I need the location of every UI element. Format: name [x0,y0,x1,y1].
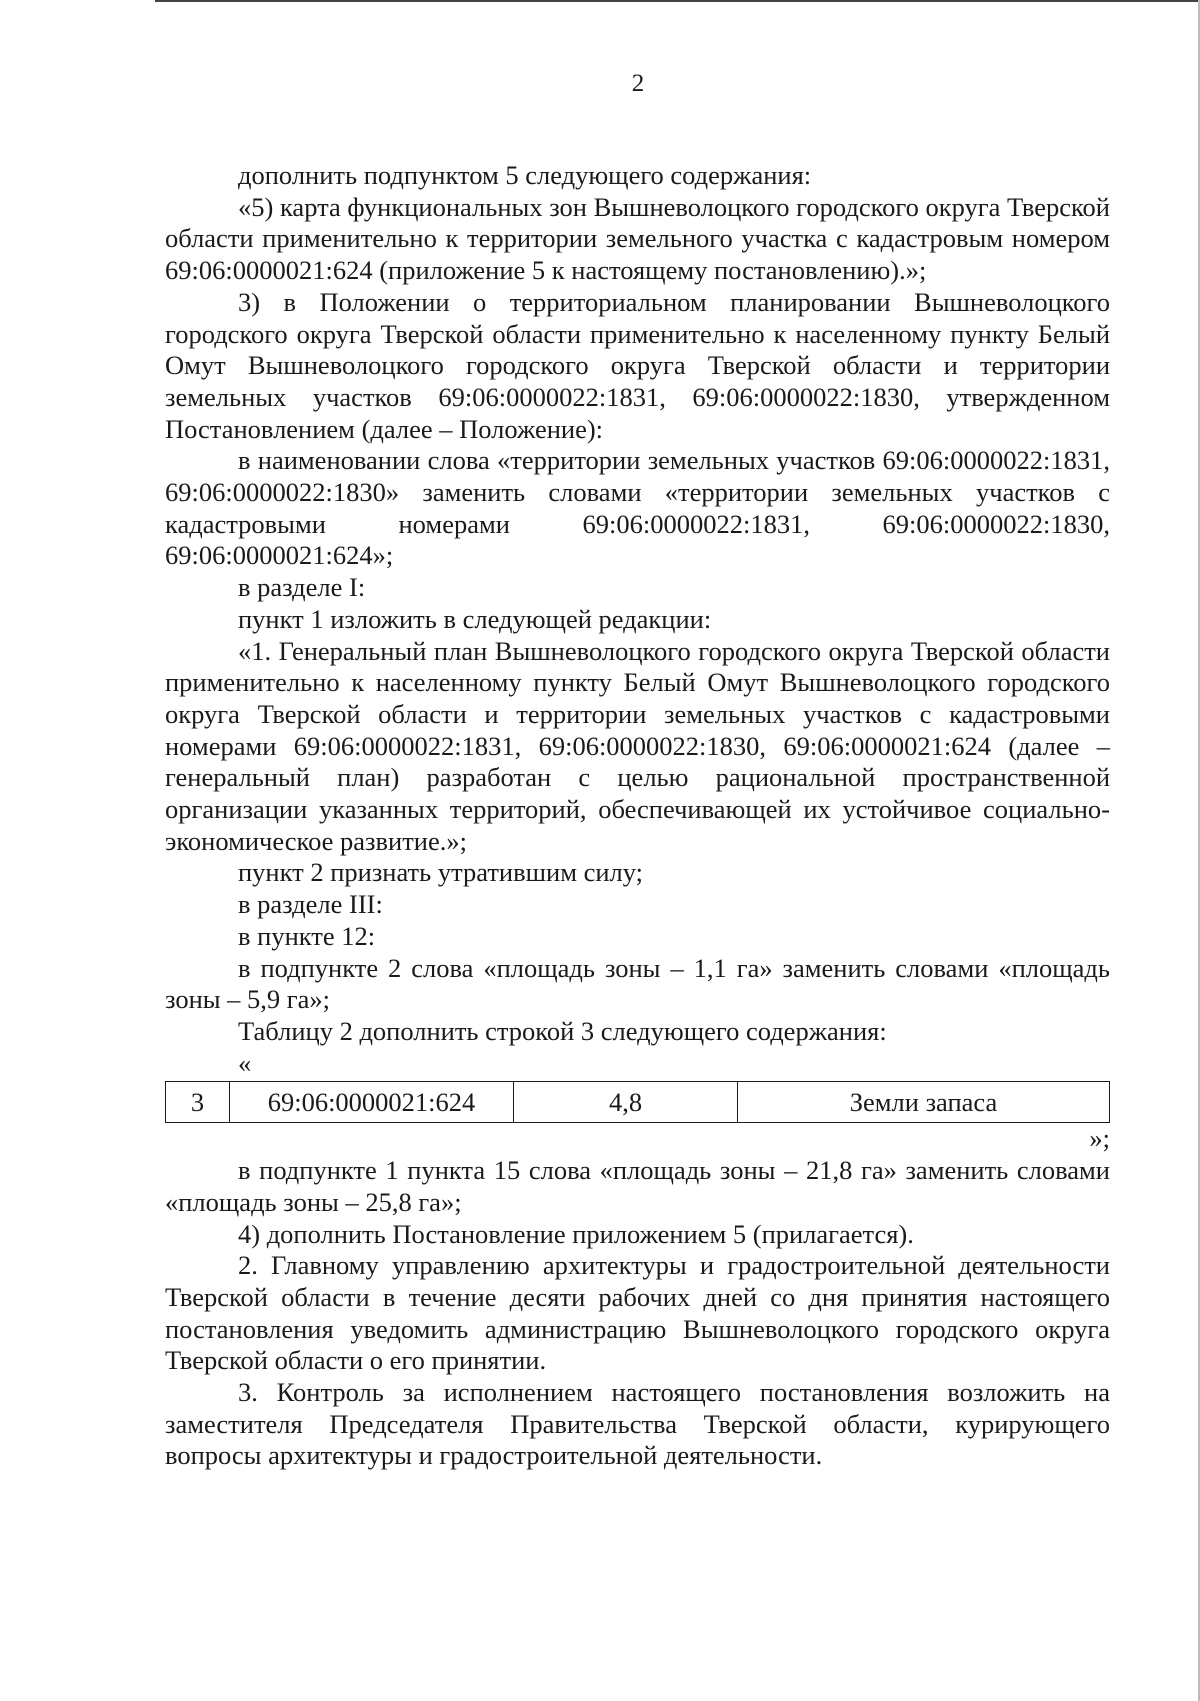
paragraphs-bottom [165,1155,1110,1472]
inserted-table-row [165,1081,1110,1123]
table-row [166,1082,1110,1123]
paragraph: в разделе I: [238,572,366,603]
paragraph: в подпункте 1 пункта 15 слова «площадь зоны – 21,8 га» заменить словами «площадь зоны – 25,8 га»; [165,1155,1110,1217]
paragraph: «5) карта функциональных зон Вышневолоцкого городского округа Тверской области применительно к территории земельного участка с кадастровым номером 69:06:0000021:624 (приложение 5 к настоящему постановлению).»; [165,191,1110,286]
page-number: 2 [631,70,645,97]
paragraph: 3) в Положении о территориальном планировании Вышневолоцкого городского округа Тверской области применительно к населенному пункту Белый Омут Вышневолоцкого городского округа Тверской области и территории земельных участков 69:06:0000022:1831, 69:06:0000022:1830, утвержденном Постановлением (далее – Положение): [165,286,1110,444]
paragraph: 4) дополнить Постановление приложением 5 (прилагается). [238,1218,914,1249]
paragraph: 3. Контроль за исполнением настоящего постановления возложить на заместителя Председателя Правительства Тверской области, курирующего вопросы архитектуры и градостроительной деятельности. [165,1377,1110,1471]
paragraph: Таблицу 2 дополнить строкой 3 следующего содержания: [238,1015,887,1046]
paragraph: пункт 1 изложить в следующей редакции: [238,603,712,634]
quote-close: »; [1089,1123,1110,1154]
paragraph: в разделе III: [238,889,383,920]
paragraph: 2. Главному управлению архитектуры и градостроительной деятельности Тверской области в течение десяти рабочих дней со дня принятия настоящего постановления уведомить администрацию Вышневолоцкого городского округа Тверской области о его принятии. [165,1250,1110,1376]
table-cell-category: Земли запаса [738,1082,1110,1123]
table-cell-cadastral: 69:06:0000021:624 [230,1082,514,1123]
paragraph: пункт 2 признать утратившим силу; [238,857,644,888]
table-cell-area: 4,8 [514,1082,738,1123]
quote-open: « [238,1047,252,1078]
paragraph: «1. Генеральный план Вышневолоцкого городского округа Тверской области применительно к населенному пункту Белый Омут Вышневолоцкого городского округа Тверской области и территории земельных участков с кадастровыми номерами 69:06:0000022:1831, 69:06:0000022:1830, 69:06:0000021:624 (далее – генеральный план) разработан с целью рациональной пространственной организации указанных территорий, обеспечивающей их устойчивое социально-экономическое развитие.»; [165,635,1110,856]
paragraph: в подпункте 2 слова «площадь зоны – 1,1 га» заменить словами «площадь зоны – 5,9 га»; [165,952,1110,1015]
paragraphs-top [165,160,1110,1048]
table-cell-number: 3 [166,1082,230,1123]
paragraph: в наименовании слова «территории земельных участков 69:06:0000022:1831, 69:06:0000022:1830» заменить словами «территории земельных участков с кадастровыми номерами 69:06:0000022:1831, 69:06:0000022:1830, 69:06:0000021:624»; [165,445,1110,571]
paragraph: дополнить подпунктом 5 следующего содержания: [238,160,812,190]
scan-edge-top [155,0,1200,2]
document-body [165,160,1110,1472]
paragraph: в пункте 12: [238,920,376,951]
